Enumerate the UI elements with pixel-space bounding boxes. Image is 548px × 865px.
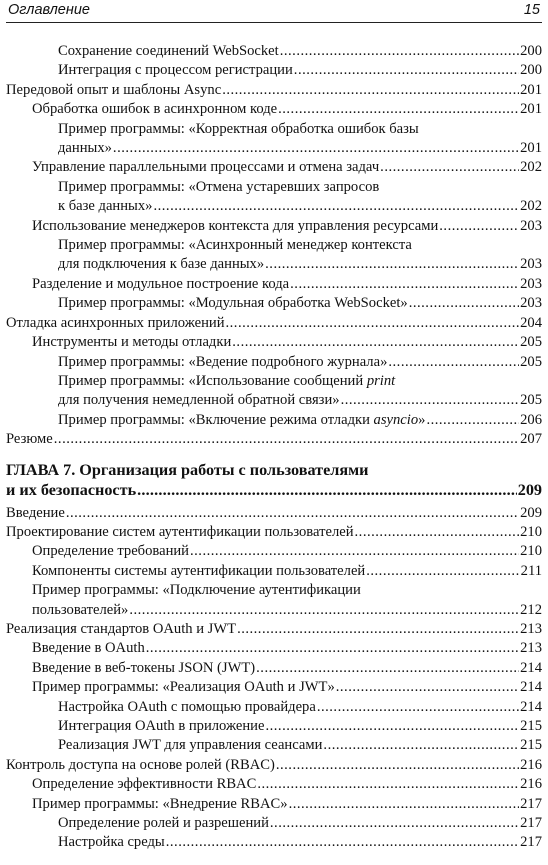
- toc-entry-title: Реализация стандартов OAuth и JWT: [6, 620, 237, 637]
- toc-entry-title: Интеграция OAuth в приложение: [58, 718, 265, 734]
- dot-leader: [257, 775, 519, 794]
- toc-entry[interactable]: [6, 353, 542, 372]
- toc-page-number: 214: [520, 679, 542, 696]
- toc-page-number: 204: [520, 314, 542, 331]
- toc-entry[interactable]: [6, 236, 542, 275]
- dot-leader: [323, 736, 519, 755]
- dot-leader: [426, 411, 519, 430]
- table-of-contents: [6, 42, 542, 853]
- toc-entry-title: Отладка асинхронных приложений: [6, 314, 225, 331]
- dot-leader: [137, 480, 517, 501]
- toc-entry-title: Настройка OAuth с помощью провайдера: [58, 698, 316, 715]
- toc-entry[interactable]: [6, 61, 542, 80]
- toc-entry-title: к базе данных»: [58, 198, 153, 215]
- toc-entry-title: Инструменты и методы отладки: [32, 334, 232, 351]
- toc-entry[interactable]: [6, 81, 542, 100]
- dot-leader: [341, 391, 520, 410]
- dot-leader: [265, 717, 519, 736]
- toc-entry-title: Определение ролей и разрешений: [58, 815, 269, 832]
- toc-entry[interactable]: [6, 698, 542, 717]
- toc-entry-title: Обработка ошибок в асинхронном коде: [32, 101, 278, 118]
- toc-page-number: 207: [520, 431, 542, 448]
- dot-leader: [129, 601, 519, 620]
- toc-entry[interactable]: [6, 430, 542, 449]
- toc-entry-title: Введение в веб-токены JSON (JWT): [32, 659, 256, 676]
- toc-entry[interactable]: [6, 294, 542, 313]
- toc-page-number: 205: [520, 334, 542, 351]
- toc-entry[interactable]: [6, 795, 542, 814]
- toc-entry-title: Компоненты системы аутентификации пользователей: [32, 562, 366, 579]
- toc-page-number: 203: [520, 275, 542, 292]
- toc-page-number: 217: [520, 834, 542, 851]
- toc-page-number: 206: [520, 411, 542, 428]
- toc-entry[interactable]: [6, 411, 542, 430]
- dot-leader: [439, 217, 519, 236]
- toc-entry[interactable]: [6, 178, 542, 217]
- dot-leader: [366, 562, 519, 581]
- toc-page-number: 205: [520, 353, 542, 370]
- dot-leader: [380, 158, 519, 177]
- dot-leader: [222, 81, 519, 100]
- toc-page-number: 201: [520, 81, 542, 98]
- toc-page-number: 209: [517, 481, 542, 500]
- toc-entry[interactable]: [6, 775, 542, 794]
- toc-page-number: 209: [520, 504, 542, 521]
- toc-page-number: 210: [520, 523, 542, 540]
- toc-page-number: 217: [520, 795, 542, 812]
- toc-page-number: 203: [520, 256, 542, 273]
- toc-entry[interactable]: [6, 504, 542, 523]
- toc-entry-title: данных»: [58, 140, 112, 157]
- dot-leader: [289, 795, 520, 814]
- toc-page-number: 211: [520, 562, 542, 579]
- toc-page-number: 213: [520, 640, 542, 657]
- dot-leader: [409, 294, 519, 313]
- toc-entry-title-line: Пример программы: «Отмена устаревших запросов: [58, 178, 380, 195]
- toc-entry-title: пользователей»: [32, 601, 129, 618]
- toc-entry[interactable]: [6, 42, 542, 61]
- toc-entry-title: Интеграция с процессом регистрации: [58, 62, 293, 79]
- dot-leader: [232, 333, 519, 352]
- toc-entry[interactable]: [6, 659, 542, 678]
- toc-page-number: 213: [520, 620, 542, 637]
- toc-page-number: 215: [520, 718, 542, 734]
- toc-entry[interactable]: [6, 372, 542, 411]
- toc-entry[interactable]: [6, 736, 542, 755]
- code-term: asyncio: [373, 411, 419, 428]
- dot-leader: [226, 314, 520, 333]
- running-header-title: Оглавление: [8, 2, 90, 18]
- toc-entry[interactable]: [6, 217, 542, 236]
- toc-entry-title: Реализация JWT для управления сеансами: [58, 737, 323, 754]
- toc-page-number: 203: [520, 295, 542, 312]
- toc-entry-title: Пример программы: «Ведение подробного журнала»: [58, 353, 388, 370]
- dot-leader: [355, 523, 520, 542]
- toc-entry-title: Пример программы: «Реализация OAuth и JWT»: [32, 679, 335, 696]
- toc-page-number: 203: [520, 217, 542, 234]
- dot-leader: [290, 275, 519, 294]
- toc-entry[interactable]: [6, 158, 542, 177]
- dot-leader: [146, 639, 519, 658]
- toc-entry-title: Передовой опыт и шаблоны Async: [6, 81, 222, 98]
- toc-entry[interactable]: [6, 639, 542, 658]
- toc-entry[interactable]: [6, 756, 542, 775]
- toc-entry-title: Настройка среды: [58, 834, 165, 851]
- dot-leader: [270, 814, 519, 833]
- toc-entry[interactable]: [6, 620, 542, 639]
- toc-entry-title-line: Пример программы: «Использование сообщений print: [58, 372, 396, 389]
- toc-page-number: 217: [520, 815, 542, 832]
- toc-page-number: 201: [520, 101, 542, 118]
- toc-page-number: 202: [520, 159, 542, 176]
- toc-entry-title: Введение: [6, 504, 65, 521]
- toc-entry[interactable]: [6, 333, 542, 352]
- dot-leader: [190, 542, 519, 561]
- toc-page-number: 216: [520, 756, 542, 773]
- dot-leader: [265, 255, 519, 274]
- dot-leader: [237, 620, 519, 639]
- toc-entry-title: Проектирование систем аутентификации пользователей: [6, 523, 354, 540]
- dot-leader: [317, 698, 519, 717]
- toc-entry-title: и их безопасность: [6, 481, 137, 500]
- toc-entry-title: Использование менеджеров контекста для управления ресурсами: [32, 217, 439, 234]
- toc-page-number: 205: [520, 392, 542, 409]
- toc-entry-title-line: Пример программы: «Подключение аутентификации: [32, 582, 361, 599]
- toc-entry-title: Определение требований: [32, 543, 189, 560]
- toc-entry-title: Разделение и модульное построение кода: [32, 275, 290, 292]
- toc-entry-title: Введение в OAuth: [32, 640, 145, 657]
- toc-entry-title: Управление параллельными процессами и отмена задач: [32, 159, 380, 176]
- toc-entry-title-line: Пример программы: «Корректная обработка ошибок базы: [58, 120, 419, 137]
- toc-entry[interactable]: [6, 120, 542, 159]
- toc-entry[interactable]: [6, 814, 542, 833]
- toc-entry[interactable]: [6, 581, 542, 620]
- toc-page-number: 200: [520, 43, 542, 59]
- toc-entry[interactable]: [6, 542, 542, 561]
- toc-entry-title: Пример программы: «Внедрение RBAC»: [32, 795, 288, 812]
- dot-leader: [278, 100, 519, 119]
- code-term: print: [366, 372, 396, 389]
- dot-leader: [153, 197, 519, 216]
- toc-page-number: 214: [520, 659, 542, 676]
- toc-entry-title: Контроль доступа на основе ролей (RBAC): [6, 756, 275, 773]
- running-header: [6, 0, 542, 23]
- toc-page-number: 201: [520, 140, 542, 157]
- toc-entry-title: Резюме: [6, 431, 53, 448]
- toc-entry-title: для подключения к базе данных»: [58, 256, 265, 273]
- toc-entry[interactable]: [6, 275, 542, 294]
- toc-entry-title: Пример программы: «Включение режима отладки asyncio»: [58, 411, 426, 428]
- toc-page-number: 212: [520, 601, 542, 618]
- dot-leader: [276, 756, 519, 775]
- dot-leader: [280, 42, 519, 61]
- dot-leader: [113, 139, 519, 158]
- toc-entry-title: Пример программы: «Модульная обработка WebSocket»: [58, 295, 408, 312]
- dot-leader: [336, 678, 519, 697]
- toc-entry-title: Сохранение соединений WebSocket: [58, 43, 279, 59]
- toc-page-number: 210: [520, 543, 542, 560]
- dot-leader: [256, 659, 519, 678]
- toc-entry[interactable]: [6, 523, 542, 542]
- toc-entry[interactable]: [6, 717, 542, 736]
- toc-entry-title-line: ГЛАВА 7. Организация работы с пользователями: [6, 460, 369, 479]
- toc-entry[interactable]: [6, 678, 542, 697]
- toc-entry-title-line: Пример программы: «Асинхронный менеджер контекста: [58, 237, 412, 254]
- toc-chapter-heading[interactable]: [6, 460, 542, 501]
- toc-page-number: 200: [520, 62, 542, 79]
- dot-leader: [294, 61, 519, 80]
- running-header-page-number: 15: [523, 2, 540, 18]
- dot-leader: [54, 430, 519, 449]
- toc-page-number: 214: [520, 698, 542, 715]
- toc-page-number: 215: [520, 737, 542, 754]
- toc-entry-title: Определение эффективности RBAC: [32, 776, 257, 793]
- toc-entry[interactable]: [6, 314, 542, 333]
- toc-entry[interactable]: [6, 100, 542, 119]
- toc-entry[interactable]: [6, 562, 542, 581]
- dot-leader: [66, 504, 519, 523]
- toc-page-number: 202: [520, 198, 542, 215]
- toc-page-number: 216: [520, 776, 542, 793]
- dot-leader: [388, 353, 519, 372]
- toc-entry-title: для получения немедленной обратной связи»: [58, 392, 340, 409]
- dot-leader: [166, 833, 519, 852]
- toc-entry[interactable]: [6, 833, 542, 852]
